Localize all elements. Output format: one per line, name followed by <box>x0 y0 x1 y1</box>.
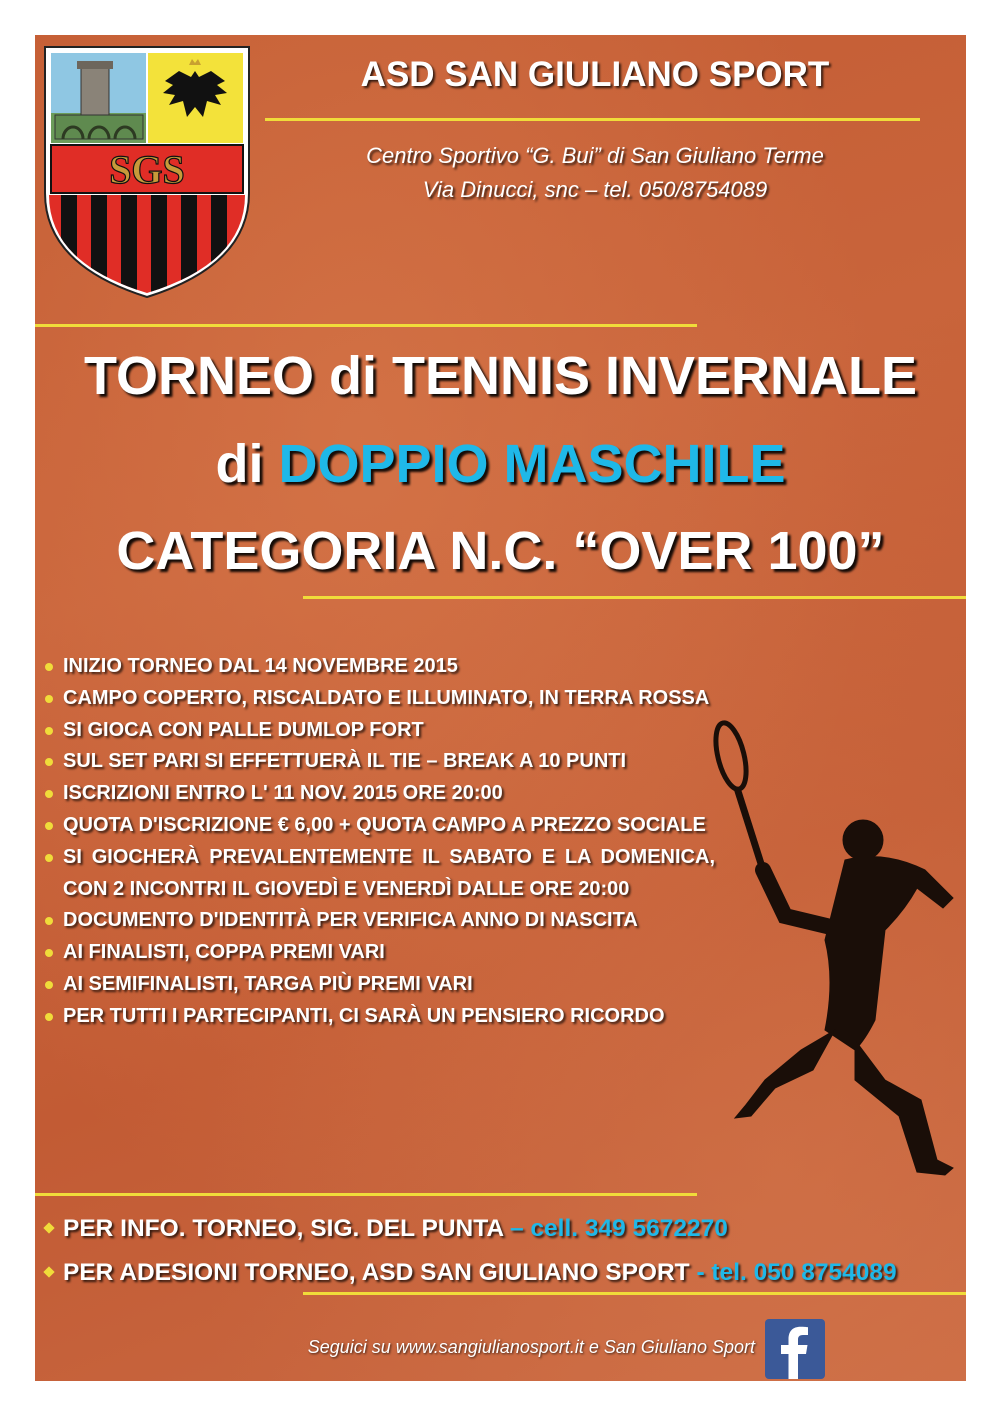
title-line-2-prefix: di <box>215 434 279 494</box>
list-item <box>43 715 715 747</box>
list-item-text: AI FINALISTI, COPPA PREMI VARI <box>63 941 385 964</box>
contact-phone: - tel. 050 8754089 <box>696 1259 897 1286</box>
list-item <box>43 905 715 937</box>
list-item-text: ISCRIZIONI ENTRO L' 11 NOV. 2015 ORE 20:00 <box>63 782 503 805</box>
bullet-icon <box>45 790 53 798</box>
poster <box>35 35 966 1381</box>
facebook-icon[interactable] <box>765 1319 825 1379</box>
tournament-details-list <box>43 651 715 1033</box>
title-bottom-rule <box>303 596 966 599</box>
list-item-text: QUOTA D'ISCRIZIONE € 6,00 + QUOTA CAMPO A PREZZO SOCIALE <box>63 813 706 836</box>
bullet-icon <box>45 695 53 703</box>
list-item-text: SUL SET PARI SI EFFETTUERÀ IL TIE – BREAK A 10 PUNTI <box>63 750 627 773</box>
list-item <box>43 810 715 842</box>
bullet-icon <box>45 758 53 766</box>
club-address <box>265 139 925 207</box>
title-line-1: TORNEO di TENNIS INVERNALE <box>83 346 918 406</box>
club-name: ASD SAN GIULIANO SPORT <box>360 55 830 94</box>
contact-info-torneo <box>43 1207 963 1251</box>
bullet-icon <box>45 663 53 671</box>
list-item-text: INIZIO TORNEO DAL 14 NOVEMBRE 2015 <box>63 655 458 677</box>
address-line-2: Via Dinucci, snc – tel. 050/8754089 <box>422 177 768 202</box>
list-item-text: PER TUTTI I PARTECIPANTI, CI SARÀ UN PENSIERO RICORDO <box>63 1004 665 1027</box>
header-rule <box>265 118 920 121</box>
list-item <box>43 778 715 810</box>
title-line-2 <box>35 433 966 495</box>
facebook-logo-glyph <box>765 1319 825 1379</box>
title-line-2-accent: DOPPIO MASCHILE <box>278 434 786 494</box>
club-crest-logo <box>41 43 253 301</box>
list-item-text: AI SEMIFINALISTI, TARGA PIÙ PREMI VARI <box>63 972 473 995</box>
contact-phone: – cell. 349 5672270 <box>509 1215 728 1242</box>
contact-adesioni-torneo <box>43 1251 963 1295</box>
bullet-icon <box>43 1222 54 1233</box>
list-item <box>43 969 715 1001</box>
bullet-icon <box>43 1266 54 1277</box>
contact-text: PER ADESIONI TORNEO, ASD SAN GIULIANO SPORT <box>63 1259 697 1286</box>
contacts-top-rule <box>35 1193 697 1196</box>
title-line-3: CATEGORIA N.C. “OVER 100” <box>116 521 885 581</box>
list-item <box>43 842 715 906</box>
bullet-icon <box>45 1013 53 1021</box>
bullet-icon <box>45 822 53 830</box>
logo-sgs-text: SGS <box>109 147 185 192</box>
bullet-icon <box>45 854 53 862</box>
list-item-text: DOCUMENTO D'IDENTITÀ PER VERIFICA ANNO DI NASCITA <box>63 909 638 932</box>
footer-top-rule <box>303 1292 966 1295</box>
footer-follow-text: Seguici su www.sangiulianosport.it e San Giuliano Sport <box>307 1337 755 1357</box>
bullet-icon <box>45 917 53 925</box>
bullet-icon <box>45 981 53 989</box>
tennis-player-silhouette <box>685 720 965 1180</box>
list-item-text: SI GIOCA CON PALLE DUMLOP FORT <box>63 718 424 741</box>
title-top-rule <box>35 324 697 327</box>
bullet-icon <box>45 949 53 957</box>
address-line-1: Centro Sportivo “G. Bui” di San Giuliano Terme <box>366 143 824 168</box>
list-item <box>43 937 715 969</box>
list-item <box>43 746 715 778</box>
list-item-text: CAMPO COPERTO, RISCALDATO E ILLUMINATO, IN TERRA ROSSA <box>63 686 710 709</box>
contacts-list <box>43 1207 963 1295</box>
list-item <box>43 1001 715 1033</box>
contact-text: PER INFO. TORNEO, SIG. DEL PUNTA <box>63 1215 510 1242</box>
list-item <box>43 651 715 683</box>
list-item-text: SI GIOCHERÀ PREVALENTEMENTE IL SABATO E LA DOMENICA, CON 2 INCONTRI IL GIOVEDÌ E VENERDÌ DALLE ORE 20:00 <box>63 845 715 900</box>
bullet-icon <box>45 727 53 735</box>
list-item <box>43 683 715 715</box>
